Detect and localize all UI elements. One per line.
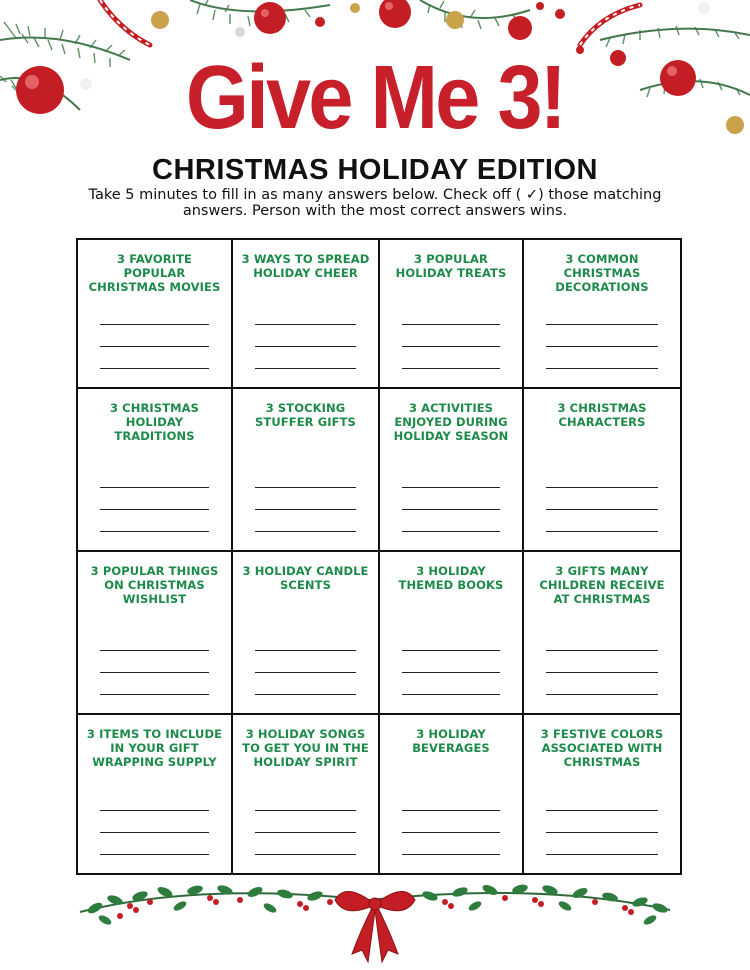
page-subtitle: CHRISTMAS HOLIDAY EDITION: [152, 154, 598, 186]
answer-line[interactable]: [100, 650, 209, 651]
answer-line[interactable]: [100, 368, 209, 369]
answer-line[interactable]: [546, 694, 658, 695]
instructions-text: [62, 187, 688, 219]
category-label: 3 FAVORITE POPULAR CHRISTMAS MOVIES: [88, 252, 221, 294]
answer-line[interactable]: [100, 832, 209, 833]
category-cell: [524, 715, 680, 873]
category-cell: [380, 715, 524, 873]
answer-line[interactable]: [402, 531, 500, 532]
answer-line[interactable]: [546, 832, 658, 833]
answer-line[interactable]: [100, 531, 209, 532]
category-label: 3 HOLIDAY CANDLE SCENTS: [242, 564, 369, 592]
answer-line[interactable]: [402, 832, 500, 833]
answer-line[interactable]: [100, 487, 209, 488]
category-label: 3 FESTIVE COLORS ASSOCIATED WITH CHRISTMAS: [540, 727, 664, 769]
answer-line[interactable]: [402, 672, 500, 673]
answer-line[interactable]: [402, 854, 500, 855]
answer-line[interactable]: [546, 672, 658, 673]
category-cell: [233, 715, 380, 873]
category-label: 3 GIFTS MANY CHILDREN RECEIVE AT CHRISTMAS: [539, 564, 665, 606]
holly-garland-bottom-decoration: [0, 872, 750, 970]
answer-line[interactable]: [546, 854, 658, 855]
category-label: 3 HOLIDAY BEVERAGES: [412, 727, 490, 755]
answer-line[interactable]: [402, 650, 500, 651]
instructions-line-1: Take 5 minutes to fill in as many answers below. Check off ( ✓) those matching: [88, 187, 662, 203]
answer-line[interactable]: [100, 854, 209, 855]
category-cell: [380, 389, 524, 552]
category-cell: [380, 552, 524, 715]
answer-line[interactable]: [402, 487, 500, 488]
category-label: 3 ACTIVITIES ENJOYED DURING HOLIDAY SEASON: [393, 401, 509, 443]
page-title: Give Me 3!: [185, 48, 565, 148]
category-label: 3 STOCKING STUFFER GIFTS: [255, 401, 356, 429]
instructions-line-2: answers. Person with the most correct answers wins.: [182, 203, 568, 219]
answer-line[interactable]: [255, 509, 356, 510]
answer-line[interactable]: [100, 810, 209, 811]
answer-line[interactable]: [255, 324, 356, 325]
category-cell: [524, 240, 680, 389]
answer-line[interactable]: [402, 346, 500, 347]
answer-line[interactable]: [255, 832, 356, 833]
answer-line[interactable]: [402, 509, 500, 510]
answer-line[interactable]: [546, 650, 658, 651]
category-label: 3 HOLIDAY THEMED BOOKS: [398, 564, 504, 592]
answer-line[interactable]: [546, 346, 658, 347]
answer-line[interactable]: [546, 810, 658, 811]
answer-line[interactable]: [100, 672, 209, 673]
category-label: 3 CHRISTMAS HOLIDAY TRADITIONS: [109, 401, 200, 443]
answer-line[interactable]: [255, 368, 356, 369]
answer-line[interactable]: [255, 346, 356, 347]
answer-line[interactable]: [100, 694, 209, 695]
category-label: 3 WAYS TO SPREAD HOLIDAY CHEER: [241, 252, 370, 280]
answer-line[interactable]: [402, 324, 500, 325]
answer-line[interactable]: [546, 531, 658, 532]
category-cell: [524, 552, 680, 715]
category-label: 3 POPULAR THINGS ON CHRISTMAS WISHLIST: [90, 564, 219, 606]
answer-line[interactable]: [402, 694, 500, 695]
answer-line[interactable]: [100, 324, 209, 325]
category-label: 3 HOLIDAY SONGS TO GET YOU IN THE HOLIDAY SPIRIT: [242, 727, 369, 769]
category-cell: [78, 240, 233, 389]
answer-line[interactable]: [546, 487, 658, 488]
answer-grid: [76, 238, 682, 875]
category-cell: [78, 552, 233, 715]
category-cell: [78, 389, 233, 552]
answer-line[interactable]: [255, 672, 356, 673]
category-cell: [233, 389, 380, 552]
answer-line[interactable]: [255, 854, 356, 855]
answer-line[interactable]: [255, 487, 356, 488]
answer-line[interactable]: [255, 810, 356, 811]
answer-line[interactable]: [546, 324, 658, 325]
category-cell: [78, 715, 233, 873]
answer-line[interactable]: [255, 694, 356, 695]
category-cell: [233, 240, 380, 389]
category-label: 3 POPULAR HOLIDAY TREATS: [395, 252, 507, 280]
answer-line[interactable]: [546, 368, 658, 369]
category-label: 3 CHRISTMAS CHARACTERS: [557, 401, 647, 429]
category-cell: [380, 240, 524, 389]
answer-line[interactable]: [100, 509, 209, 510]
answer-line[interactable]: [402, 810, 500, 811]
answer-line[interactable]: [100, 346, 209, 347]
answer-line[interactable]: [255, 531, 356, 532]
category-cell: [524, 389, 680, 552]
category-label: 3 COMMON CHRISTMAS DECORATIONS: [555, 252, 649, 294]
answer-line[interactable]: [546, 509, 658, 510]
category-label: 3 ITEMS TO INCLUDE IN YOUR GIFT WRAPPING SUPPLY: [86, 727, 223, 769]
answer-line[interactable]: [255, 650, 356, 651]
answer-line[interactable]: [402, 368, 500, 369]
category-cell: [233, 552, 380, 715]
